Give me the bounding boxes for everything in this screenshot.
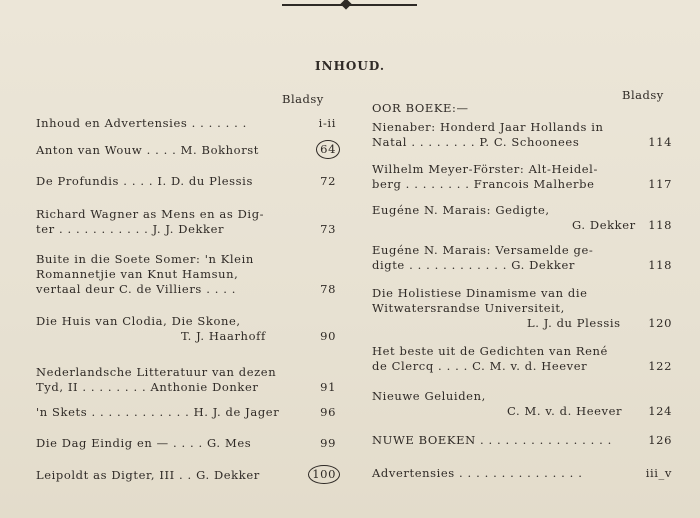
bladsy-label-right: Bladsy <box>622 88 664 102</box>
page-number: 114 <box>648 135 672 149</box>
toc-entry: Advertensies . . . . . . . . . . . . . . . iii_v <box>372 466 672 480</box>
page-number: 99 <box>320 436 336 450</box>
toc-entry: Eugéne N. Marais: Gedigte, G. Dekker 118 <box>372 203 672 232</box>
page-number: 122 <box>648 359 672 373</box>
page-number: 72 <box>320 174 336 188</box>
toc-entry: De Profundis . . . . I. D. du Plessis 72 <box>36 174 336 188</box>
page-number: 124 <box>648 404 672 418</box>
toc-entry: Die Dag Eindig en — . . . . G. Mes 99 <box>36 436 336 450</box>
page-number: 118 <box>648 218 672 232</box>
toc-entry: Nederlandsche Litteratuur van dezen Tyd, II . . . . . . . . Anthonie Donker 91 <box>36 365 336 394</box>
toc-entry: Die Huis van Clodia, Die Skone, T. J. Haarhoff 90 <box>36 314 336 343</box>
toc-entry: Nieuwe Geluiden, C. M. v. d. Heever 124 <box>372 389 672 418</box>
toc-entry: Wilhelm Meyer-Förster: Alt-Heidel- berg . . . . . . . . Francois Malherbe 117 <box>372 162 672 191</box>
page-number: 96 <box>320 405 336 419</box>
bladsy-label-left: Bladsy <box>282 92 324 106</box>
page-number-circled: 64 <box>316 140 340 159</box>
page-number-circled: 100 <box>308 465 340 484</box>
toc-entry: 'n Skets . . . . . . . . . . . . H. J. de Jager 96 <box>36 405 336 419</box>
page-number: 118 <box>648 258 672 272</box>
page-number: iii_v <box>645 466 672 480</box>
page-title: INHOUD. <box>315 59 385 73</box>
header-ornament <box>282 4 417 6</box>
page-number: 78 <box>320 282 336 296</box>
toc-entry: NUWE BOEKEN . . . . . . . . . . . . . . . . 126 <box>372 433 672 447</box>
page-number: 117 <box>648 177 672 191</box>
page-number: i-ii <box>318 116 336 130</box>
section-heading-oor-boeke: OOR BOEKE:— <box>372 101 469 115</box>
toc-entry: Anton van Wouw . . . . M. Bokhorst 64 <box>36 143 336 159</box>
toc-entry: Eugéne N. Marais: Versamelde ge- digte . . . . . . . . . . . . G. Dekker 118 <box>372 243 672 272</box>
ornament-diamond <box>340 0 351 10</box>
toc-entry: Buite in die Soete Somer: 'n Klein Romannetjie van Knut Hamsun, vertaal deur C. de Villiers . . . . 78 <box>36 252 336 296</box>
page-number: 90 <box>320 329 336 343</box>
toc-entry: Inhoud en Advertensies . . . . . . . i-ii <box>36 116 336 130</box>
page-number: 126 <box>648 433 672 447</box>
toc-entry: Richard Wagner as Mens en as Dig- ter . . . . . . . . . . . J. J. Dekker 73 <box>36 207 336 236</box>
toc-entry: Leipoldt as Digter, III . . G. Dekker 100 <box>36 468 336 484</box>
page-number: 120 <box>648 316 672 330</box>
toc-entry: Die Holistiese Dinamisme van die Witwatersrandse Universiteit, L. J. du Plessis 120 <box>372 286 672 330</box>
page-number: 91 <box>320 380 336 394</box>
page-number: 73 <box>320 222 336 236</box>
toc-entry: Nienaber: Honderd Jaar Hollands in Natal . . . . . . . . P. C. Schoonees 114 <box>372 120 672 149</box>
toc-entry: Het beste uit de Gedichten van René de Clercq . . . . C. M. v. d. Heever 122 <box>372 344 672 373</box>
